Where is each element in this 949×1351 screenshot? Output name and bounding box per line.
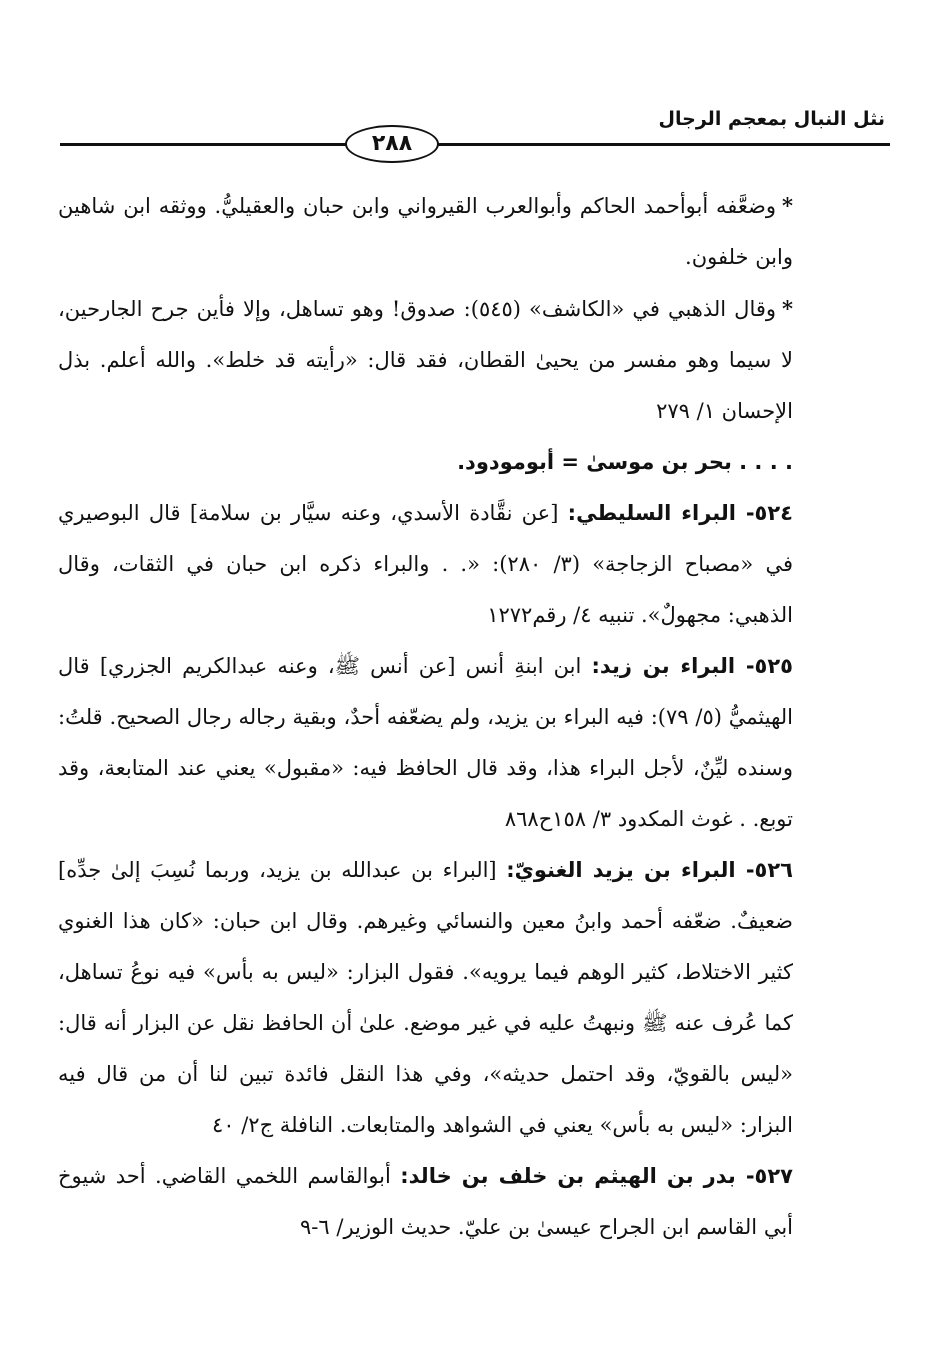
paragraph-2 bbox=[58, 283, 833, 437]
entry-text: ابن ابنةِ أنس [عن أنس ﷺ، وعنه عبدالكريم الجزري] قال الهيثميُّ (٥/ ٧٩): فيه البراء بن يزيد، ولم يضعّفه أحدٌ، وبقية رجاله رجال الصحيح. قلتُ: وسنده ليِّنٌ، لأجل البراء هذا، وقد قال الحافظ فيه: «مقبول» يعني عند المتابعة، وقد توبع. . غوث المكدود ٣/ ١٥٨ح٨٦٨ bbox=[58, 654, 793, 831]
entry-526 bbox=[58, 845, 833, 1151]
paragraph-3 bbox=[58, 437, 833, 488]
entry-text: [البراء بن عبدالله بن يزيد، وربما نُسِبَ إلىٰ جدِّه] ضعيفٌ. ضعّفه أحمد وابنُ معين والنسائي وغيرهم. وقال ابن حبان: «كان هذا الغنوي كثير الاختلاط، كثير الوهم فيما يرويه». فقول البزار: «ليس به بأس» فيه نوعُ تساهل، كما عُرف عنه ﷺ ونبهتُ عليه في غير موضع. علىٰ أن الحافظ نقل عن البزار أنه قال: «ليس بالقويّ، وقد احتمل حديثه»، وفي هذا النقل فائدة تبين لنا أن من قال فيه البزار: «ليس به بأس» يعني في الشواهد والمتابعات. النافلة ج٢/ ٤٠ bbox=[58, 858, 793, 1137]
entry-text: أبوالقاسم اللخمي القاضي. أحد شيوخ أبي القاسم ابن الجراح عيسىٰ بن عليّ. حديث الوزير/ ٦-٩ bbox=[58, 1164, 793, 1239]
entry-525 bbox=[58, 641, 833, 845]
bullet-star-icon: * bbox=[782, 193, 793, 218]
entry-text: [عن نقَّادة الأسدي، وعنه سيَّار بن سلامة] قال البوصيري في «مصباح الزجاجة» (٣/ ٢٨٠): «. . والبراء ذكره ابن حبان في الثقات، وقال الذهبي: مجهولٌ». تنبيه ٤/ رقم١٢٧٢ bbox=[58, 501, 793, 627]
entry-527 bbox=[58, 1151, 833, 1253]
paragraph-text: وضعَّفه أبوأحمد الحاكم وأبوالعرب القيرواني وابن حبان والعقيليُّ. ووثقه ابن شاهين وابن خلفون. bbox=[58, 194, 793, 269]
header-rule bbox=[60, 143, 890, 146]
entry-heading: ٥٢٤- البراء السليطي: bbox=[567, 501, 793, 525]
entry-heading: ٥٢٥- البراء بن زيد: bbox=[591, 654, 793, 678]
paragraph-text: . . . . بحر بن موسىٰ = أبومودود. bbox=[457, 450, 793, 474]
entry-heading: ٥٢٧- بدر بن الهيثم بن خلف بن خالد: bbox=[400, 1164, 793, 1188]
paragraph-1 bbox=[58, 180, 833, 283]
entry-heading: ٥٢٦- البراء بن يزيد الغنويّ: bbox=[506, 858, 793, 882]
running-header-title: نثل النبال بمعجم الرجال bbox=[658, 108, 885, 130]
page-number-badge: ٢٨٨ bbox=[345, 125, 439, 163]
bullet-star-icon: * bbox=[782, 296, 794, 321]
page-body bbox=[58, 180, 833, 1253]
paragraph-text: وقال الذهبي في «الكاشف» (٥٤٥): صدوق! وهو تساهل، وإلا فأين جرح الجارحين، لا سيما وهو مفسر من يحيىٰ القطان، فقد قال: «رأيته قد خلط». والله أعلم. بذل الإحسان ١/ ٢٧٩ bbox=[58, 297, 793, 423]
entry-524 bbox=[58, 488, 833, 641]
